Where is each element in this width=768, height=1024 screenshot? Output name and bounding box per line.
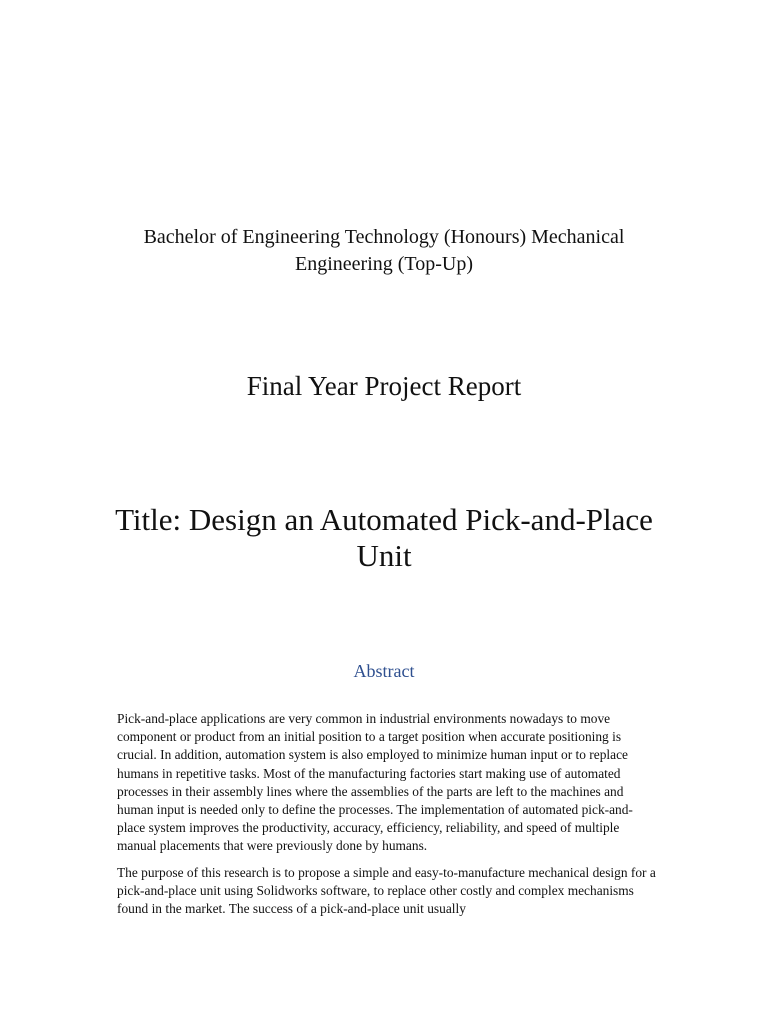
abstract-body xyxy=(117,710,657,926)
project-title: Title: Design an Automated Pick-and-Place Unit xyxy=(115,502,653,573)
report-type-heading: Final Year Project Report xyxy=(246,371,522,401)
abstract-heading: Abstract xyxy=(353,661,415,681)
abstract-paragraph: Pick-and-place applications are very common in industrial environments nowadays to move component or product from an initial position to a target position when accurate positioning is crucial. In addition, automation system is also employed to minimize human input or to replace humans in repetitive tasks. Most of the manufacturing factories start making use of automated processes in their assembly lines where the assemblies of the parts are left to the machines and human input is needed only to define the processes. The implementation of automated pick-and-place system improves the productivity, accuracy, efficiency, reliability, and speed of multiple manual placements that were previously done by humans. xyxy=(117,711,633,854)
abstract-paragraph: The purpose of this research is to propose a simple and easy-to-manufacture mechanical design for a pick-and-place unit using Solidworks software, to replace other costly and complex mechanisms found in the market. The success of a pick-and-place unit usually xyxy=(117,864,656,917)
degree-programme: Bachelor of Engineering Technology (Honours) Mechanical Engineering (Top-Up) xyxy=(143,226,625,275)
